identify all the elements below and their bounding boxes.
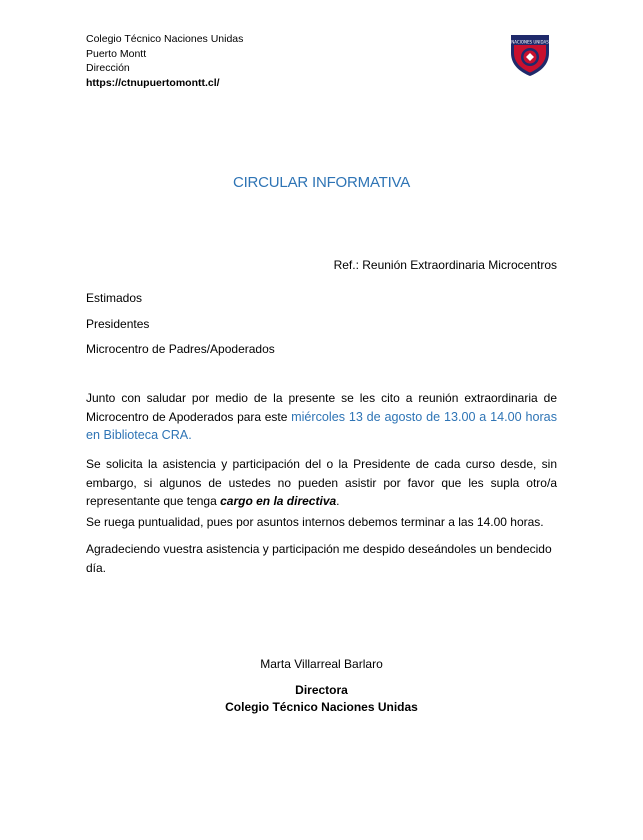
city: Puerto Montt — [86, 47, 147, 60]
attendance-end: . — [336, 494, 340, 508]
page-title: CIRCULAR INFORMATIVA — [232, 174, 411, 191]
signature-institution: Colegio Técnico Naciones Unidas — [225, 700, 418, 714]
attendance-emphasis: cargo en la directiva — [220, 494, 337, 508]
reference-line: Ref.: Reunión Extraordinaria Microcentros — [333, 258, 557, 272]
website-link[interactable]: https://ctnupuertomontt.cl/ — [86, 76, 220, 89]
attendance-text: Se solicita la asistencia y participación del o la Presidente de cada curso desde, sin embargo, si algunos de ustedes no pueden asistir por favor que les supla otro/a representante que tenga — [86, 457, 557, 508]
department: Dirección — [86, 62, 130, 74]
meeting-details: miércoles 13 de agosto de 13.00 a 14.00 horas en Biblioteca CRA. — [86, 409, 557, 442]
paragraph-farewell: Agradeciendo vuestra asistencia y participación me despido deseándoles un bendecido día. — [86, 542, 552, 575]
school-name: Colegio Técnico Naciones Unidas — [86, 33, 244, 45]
salutation-line-3: Microcentro de Padres/Apoderados — [86, 342, 275, 356]
school-logo — [505, 29, 555, 79]
paragraph-attendance — [86, 455, 557, 511]
salutation-line-1: Estimados — [86, 291, 143, 305]
signature-role: Directora — [295, 683, 348, 697]
paragraph-invitation — [86, 389, 557, 445]
salutation-line-2: Presidentes — [86, 317, 150, 331]
signature-name: Marta Villarreal Barlaro — [260, 657, 383, 671]
paragraph-punctuality: Se ruega puntualidad, pues por asuntos internos debemos terminar a las 14.00 horas. — [86, 515, 544, 529]
logo-text: NACIONES UNIDAS — [511, 39, 549, 45]
invitation-text: Junto con saludar por medio de la presente se les cito a reunión extraordinaria de Microcentro de Apoderados para este — [86, 391, 557, 424]
letterhead — [86, 32, 243, 90]
